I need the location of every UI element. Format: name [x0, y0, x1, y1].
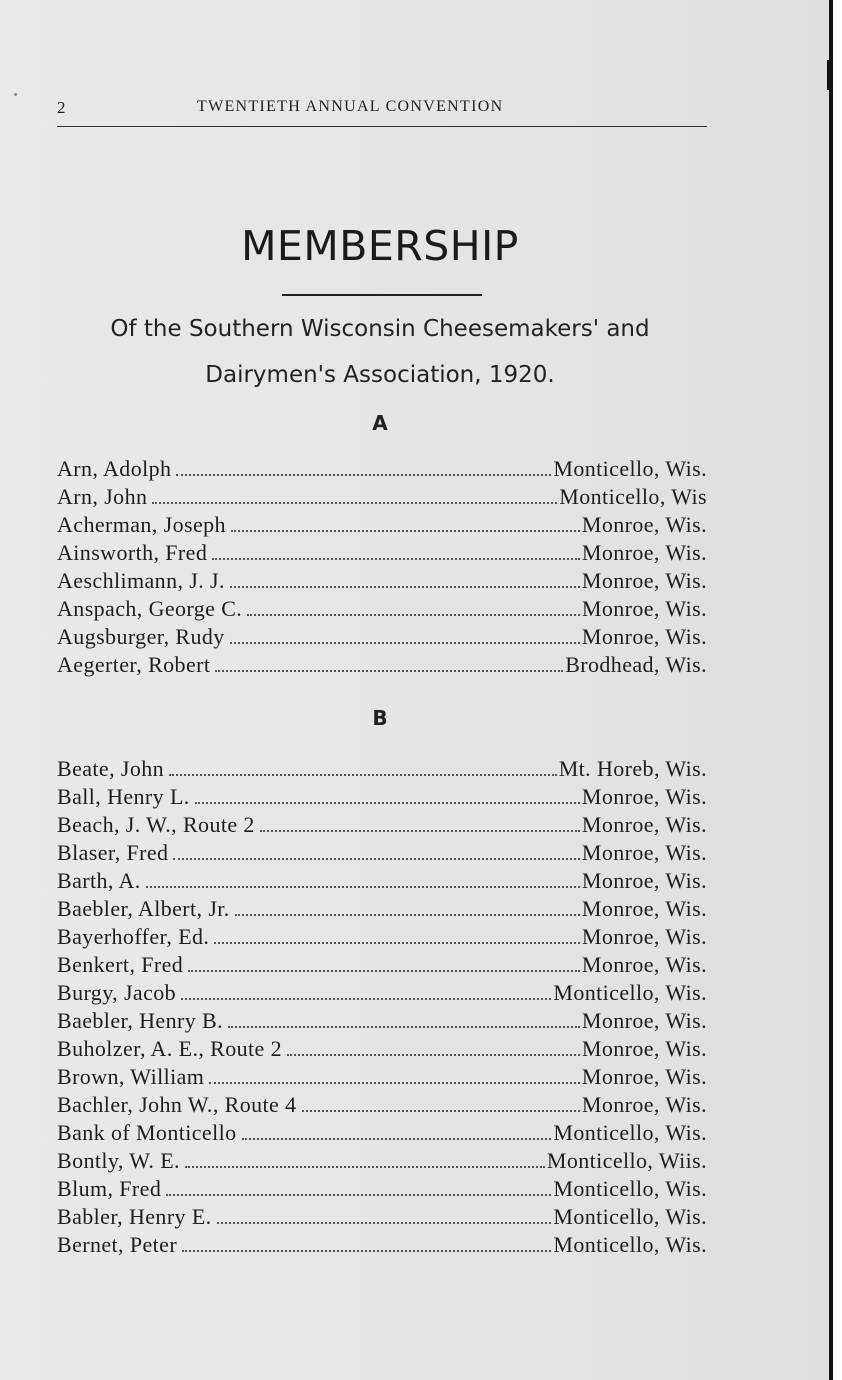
- running-title: TWENTIETH ANNUAL CONVENTION: [197, 98, 504, 115]
- member-entry: [57, 783, 707, 811]
- member-entry: [57, 1119, 707, 1147]
- dot-leader: [188, 969, 580, 972]
- member-entry: [57, 623, 707, 651]
- member-name: Beach, J. W., Route 2: [57, 812, 255, 837]
- member-name: Babler, Henry E.: [57, 1204, 212, 1229]
- member-entry: [57, 539, 707, 567]
- dot-leader: [146, 885, 580, 888]
- member-name: Bachler, John W., Route 4: [57, 1092, 297, 1117]
- member-name: Anspach, George C.: [57, 596, 243, 621]
- dot-leader: [287, 1053, 580, 1056]
- member-place: Monroe, Wis.: [581, 1064, 707, 1089]
- member-place: Monroe, Wis.: [581, 812, 707, 837]
- member-name: Buholzer, A. E., Route 2: [57, 1036, 283, 1061]
- dot-leader: [212, 557, 580, 560]
- member-place: Monroe, Wis.: [581, 952, 707, 977]
- member-name: Arn, John: [57, 484, 148, 509]
- member-place: Monroe, Wis.: [581, 624, 707, 649]
- member-place: Monticello, Wis.: [553, 456, 707, 481]
- member-entry: [57, 1063, 707, 1091]
- member-name: Brown, William: [57, 1064, 205, 1089]
- member-entry: [57, 755, 707, 783]
- member-place: Monticello, Wis.: [553, 1120, 707, 1145]
- member-name: Ainsworth, Fred: [57, 540, 208, 565]
- member-place: Monroe, Wis.: [581, 896, 707, 921]
- member-entry: [57, 1147, 707, 1175]
- member-entry: [57, 567, 707, 595]
- member-place: Monticello, Wis.: [553, 1176, 707, 1201]
- member-list-a: [57, 455, 707, 679]
- member-place: Monroe, Wis.: [581, 1036, 707, 1061]
- dot-leader: [242, 1137, 552, 1140]
- member-entry: [57, 811, 707, 839]
- page-edge: [829, 0, 842, 1380]
- member-entry: [57, 1035, 707, 1063]
- dot-leader: [214, 941, 580, 944]
- page-speck: [14, 93, 17, 96]
- dot-leader: [195, 801, 580, 804]
- member-place: Monroe, Wis.: [581, 512, 707, 537]
- member-name: Aeschlimann, J. J.: [57, 568, 225, 593]
- member-place: Monticello, Wis: [559, 484, 707, 509]
- member-place: Monroe, Wis.: [581, 1008, 707, 1033]
- member-name: Bank of Monticello: [57, 1120, 237, 1145]
- member-place: Monroe, Wis.: [581, 568, 707, 593]
- member-name: Beate, John: [57, 756, 165, 781]
- member-entry: [57, 979, 707, 1007]
- member-entry: [57, 951, 707, 979]
- member-name: Benkert, Fred: [57, 952, 184, 977]
- member-place: Monticello, Wiis.: [546, 1148, 707, 1173]
- member-entry: [57, 1175, 707, 1203]
- member-entry: [57, 1203, 707, 1231]
- member-entry: [57, 895, 707, 923]
- dot-leader: [152, 501, 557, 504]
- member-place: Monticello, Wis.: [553, 1232, 707, 1257]
- dot-leader: [260, 829, 580, 832]
- member-list-b: [57, 755, 707, 1259]
- header-rule: [57, 126, 707, 127]
- running-head: [57, 98, 707, 122]
- member-place: Monroe, Wis.: [581, 924, 707, 949]
- dot-leader: [231, 529, 580, 532]
- member-name: Ball, Henry L.: [57, 784, 190, 809]
- dot-leader: [230, 641, 580, 644]
- member-name: Bernet, Peter: [57, 1232, 178, 1257]
- member-name: Augsburger, Rudy: [57, 624, 225, 649]
- member-entry: [57, 1007, 707, 1035]
- member-place: Brodhead, Wis.: [565, 652, 707, 677]
- page-number: 2: [57, 98, 67, 117]
- member-name: Bayerhoffer, Ed.: [57, 924, 210, 949]
- member-name: Baebler, Henry B.: [57, 1008, 223, 1033]
- dot-leader: [185, 1165, 545, 1168]
- member-place: Monroe, Wis.: [581, 840, 707, 865]
- member-name: Blaser, Fred: [57, 840, 169, 865]
- subtitle-line-1: Of the Southern Wisconsin Cheesemakers' and: [110, 316, 650, 342]
- dot-leader: [228, 1025, 580, 1028]
- member-entry: [57, 511, 707, 539]
- dot-leader: [169, 773, 557, 776]
- member-entry: [57, 483, 707, 511]
- member-name: Baebler, Albert, Jr.: [57, 896, 230, 921]
- dot-leader: [230, 585, 580, 588]
- member-place: Mt. Horeb, Wis.: [558, 756, 707, 781]
- member-name: Bontly, W. E.: [57, 1148, 180, 1173]
- member-entry: [57, 1231, 707, 1259]
- member-entry: [57, 651, 707, 679]
- member-place: Monroe, Wis.: [581, 596, 707, 621]
- dot-leader: [247, 613, 580, 616]
- subtitle-line-2: Dairymen's Association, 1920.: [205, 362, 555, 388]
- member-place: Monticello, Wis.: [553, 1204, 707, 1229]
- member-name: Blum, Fred: [57, 1176, 162, 1201]
- member-place: Monroe, Wis.: [581, 868, 707, 893]
- member-name: Burgy, Jacob: [57, 980, 177, 1005]
- member-name: Acherman, Joseph: [57, 512, 226, 537]
- dot-leader: [215, 669, 563, 672]
- section-letter-b: B: [372, 706, 388, 730]
- member-name: Aegerter, Robert: [57, 652, 211, 677]
- member-place: Monroe, Wis.: [581, 540, 707, 565]
- dot-leader: [209, 1081, 580, 1084]
- member-name: Arn, Adolph: [57, 456, 172, 481]
- dot-leader: [176, 473, 551, 476]
- member-entry: [57, 867, 707, 895]
- member-entry: [57, 923, 707, 951]
- dot-leader: [166, 1193, 551, 1196]
- title-rule: [282, 294, 482, 296]
- dot-leader: [235, 913, 580, 916]
- member-entry: [57, 595, 707, 623]
- dot-leader: [173, 857, 579, 860]
- page-title: MEMBERSHIP: [241, 222, 519, 270]
- member-entry: [57, 839, 707, 867]
- dot-leader: [302, 1109, 580, 1112]
- member-place: Monticello, Wis.: [553, 980, 707, 1005]
- member-place: Monroe, Wis.: [581, 1092, 707, 1117]
- member-entry: [57, 455, 707, 483]
- member-entry: [57, 1091, 707, 1119]
- member-place: Monroe, Wis.: [581, 784, 707, 809]
- member-name: Barth, A.: [57, 868, 141, 893]
- dot-leader: [181, 997, 551, 1000]
- dot-leader: [217, 1221, 552, 1224]
- section-letter-a: A: [372, 411, 388, 435]
- dot-leader: [182, 1249, 551, 1252]
